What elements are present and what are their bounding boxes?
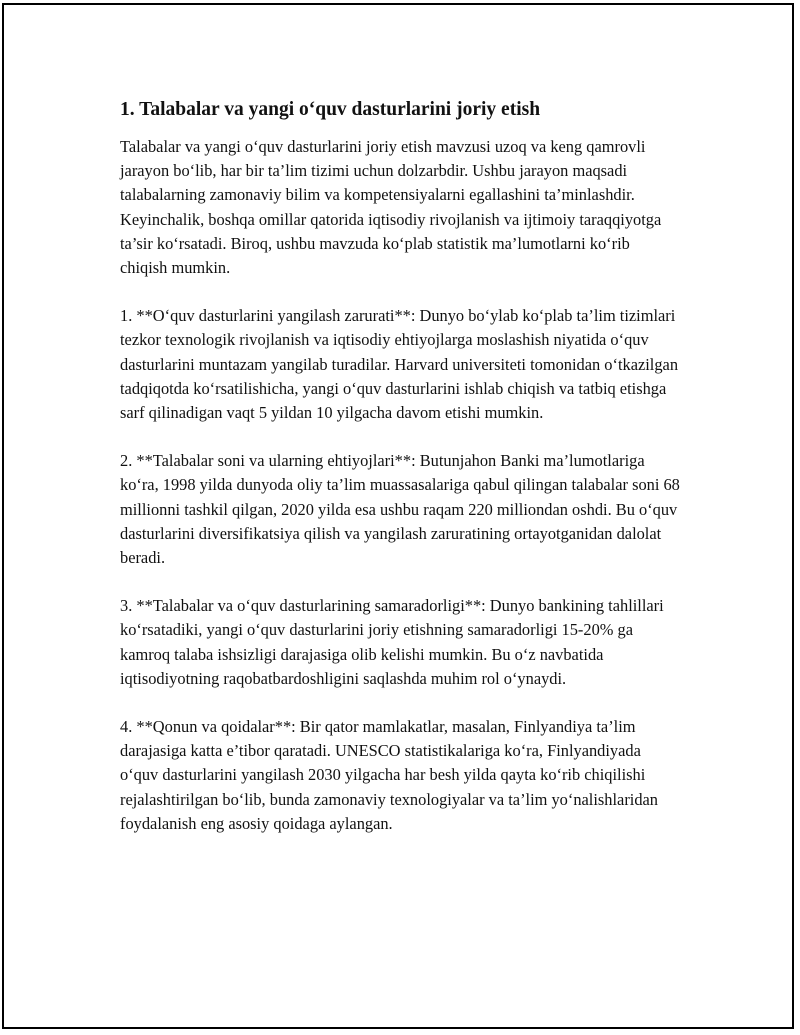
point-4-paragraph: 4. **Qonun va qoidalar**: Bir qator mamlakatlar, masalan, Finlyandiya ta’lim darajasiga katta e’tibor qaratadi. UNESCO statistikalariga ko‘ra, Finlyandiyada o‘quv dasturlarini yangilash 2030 yilgacha har besh yilda qayta ko‘rib chiqilishi rejalashtirilgan bo‘lib, bunda zamonaviy texnologiyalar va ta’lim yo‘nalishlaridan foydalanish eng asosiy qoidaga aylangan. xyxy=(120,717,658,833)
point-3-paragraph: 3. **Talabalar va o‘quv dasturlarining samaradorligi**: Dunyo bankining tahlillari ko‘rsatadiki, yangi o‘quv dasturlarini joriy etishning samaradorligi 15-20% ga kamroq talaba ishsizligi darajasiga olib kelishi mumkin. Bu o‘z navbatida iqtisodiyotning raqobatbardoshligini saqlashda muhim rol o‘ynaydi. xyxy=(120,596,664,688)
point-2-paragraph: 2. **Talabalar soni va ularning ehtiyojlari**: Butunjahon Banki ma’lumotlariga ko‘ra, 1998 yilda dunyoda oliy ta’lim muassasalariga qabul qilingan talabalar soni 68 millionni tashkil qilgan, 2020 yilda esa ushbu raqam 220 milliondan oshdi. Bu o‘quv dasturlarini diversifikatsiya qilish va yangilash zaruratining ortayotganidan dalolat beradi. xyxy=(120,451,680,568)
document-page xyxy=(2,3,794,1029)
section-heading: 1. Talabalar va yangi o‘quv dasturlarini joriy etish xyxy=(120,99,541,120)
point-1-paragraph: 1. **O‘quv dasturlarini yangilash zarurati**: Dunyo bo‘ylab ko‘plab ta’lim tizimlari tezkor texnologik rivojlanish va iqtisodiy ehtiyojlarga moslashish niyatida o‘quv dasturlarini muntazam yangilab turadilar. Harvard universiteti tomonidan o‘tkazilgan tadqiqotda ko‘rsatilishicha, yangi o‘quv dasturlarini ishlab chiqish va tatbiq etishga sarf qilinadigan vaqt 5 yildan 10 yilgacha davom etishi mumkin. xyxy=(120,306,679,423)
document-body xyxy=(120,97,680,860)
intro-paragraph: Talabalar va yangi o‘quv dasturlarini joriy etish mavzusi uzoq va keng qamrovli jarayon bo‘lib, har bir ta’lim tizimi uchun dolzarbdir. Ushbu jarayon maqsadi talabalarning zamonaviy bilim va kompetensiyalarni egallashini ta’minlashdir. Keyinchalik, boshqa omillar qatorida iqtisodiy rivojlanish va ijtimoiy taraqqiyotga ta’sir ko‘rsatadi. Biroq, ushbu mavzuda ko‘plab statistik ma’lumotlarni ko‘rib chiqish mumkin. xyxy=(120,137,662,278)
